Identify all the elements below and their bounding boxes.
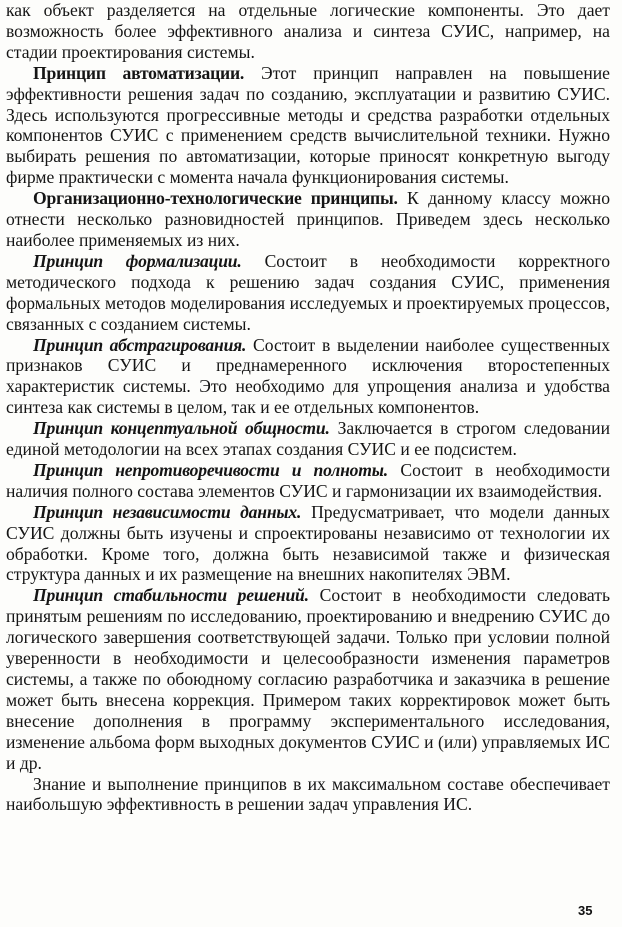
term-heading: Принцип независимости данных. — [33, 501, 302, 522]
paragraph-conceptual-principle — [6, 418, 610, 460]
paragraph-data-independence-principle — [6, 502, 610, 586]
paragraph-body: Состоит в необходимости корректного методического подхода к решению задач создания СУИС, применения формальных методов моделирования исследуемых и проектируемых процессов, связанных с созданием системы. — [6, 250, 610, 334]
term-heading: Организационно-технологические принципы. — [33, 188, 398, 209]
paragraph-body: Состоит в необходимости следовать принятым решениям по исследованию, проектированию и внедрению СУИС до логического завершения соответствующей задачи. Только при условии полной уверенности в необходимости и целесообразности изменения параметров системы, а также по обоюдному согласию разработчика и заказчика в решение может быть внесена коррекция. Примером таких корректировок может быть внесение дополнения в программу экспериментального исследования, изменение альбома форм выходных документов СУИС и (или) управляемых ИС и др. — [6, 585, 610, 773]
paragraph-formalization-principle — [6, 251, 610, 335]
term-heading: Принцип стабильности решений. — [33, 585, 309, 606]
term-heading: Принцип автоматизации. — [33, 62, 245, 83]
term-heading: Принцип концептуальной общности. — [33, 418, 330, 439]
paragraph-body: Знание и выполнение принципов в их максимальном составе обеспечивает наибольшую эффективность в решении задач управления ИС. — [6, 773, 610, 815]
paragraph-body: К данному классу можно отнести несколько разновидностей принципов. Приведем здесь несколько наиболее применяемых из них. — [6, 188, 610, 250]
paragraph-body: Состоит в необходимости наличия полного состава элементов СУИС и гармонизации их взаимодействия. — [6, 459, 610, 501]
page-text — [6, 0, 610, 815]
paragraph-stability-principle — [6, 585, 610, 773]
paragraph-body: Этот принцип направлен на повышение эффективности решения задач по созданию, эксплуатации и развитию СУИС. Здесь используются прогрессивные методы и средства разработки отдельных компонентов СУИС с применением средств вычислительной техники. Нужно выбирать решения по автоматизации, которые приносят конкретную выгоду фирме практически с момента начала функционирования системы. — [6, 62, 610, 188]
paragraph-abstraction-principle — [6, 335, 610, 419]
paragraph-continuation — [6, 0, 610, 63]
paragraph-consistency-principle — [6, 460, 610, 502]
paragraph-body: Заключается в строгом следовании единой методологии на всех этапах создания СУИС и ее подсистем. — [6, 418, 610, 460]
paragraph-automation-principle — [6, 63, 610, 188]
paragraph-conclusion — [6, 774, 610, 816]
term-heading: Принцип абстрагирования. — [33, 334, 247, 355]
paragraph-organizational-principles — [6, 188, 610, 251]
term-heading: Принцип формализации. — [33, 250, 242, 271]
paragraph-body: Состоит в выделении наиболее существенных признаков СУИС и преднамеренного исключения второстепенных характеристик системы. Это необходимо для упрощения анализа и удобства синтеза как системы в целом, так и ее отдельных компонентов. — [6, 334, 611, 418]
page-number: 35 — [578, 903, 593, 918]
paragraph-body: как объект разделяется на отдельные логические компоненты. Это дает возможность более эффективного анализа и синтеза СУИС, например, на стадии проектирования системы. — [6, 0, 610, 62]
term-heading: Принцип непротиворечивости и полноты. — [33, 459, 388, 480]
paragraph-body: Предусматривает, что модели данных СУИС должны быть изучены и спроектированы независимо от технологии их обработки. Кроме того, должна быть независимой также и физическая структура данных и их размещение на внешних накопителях ЭВМ. — [6, 501, 610, 585]
